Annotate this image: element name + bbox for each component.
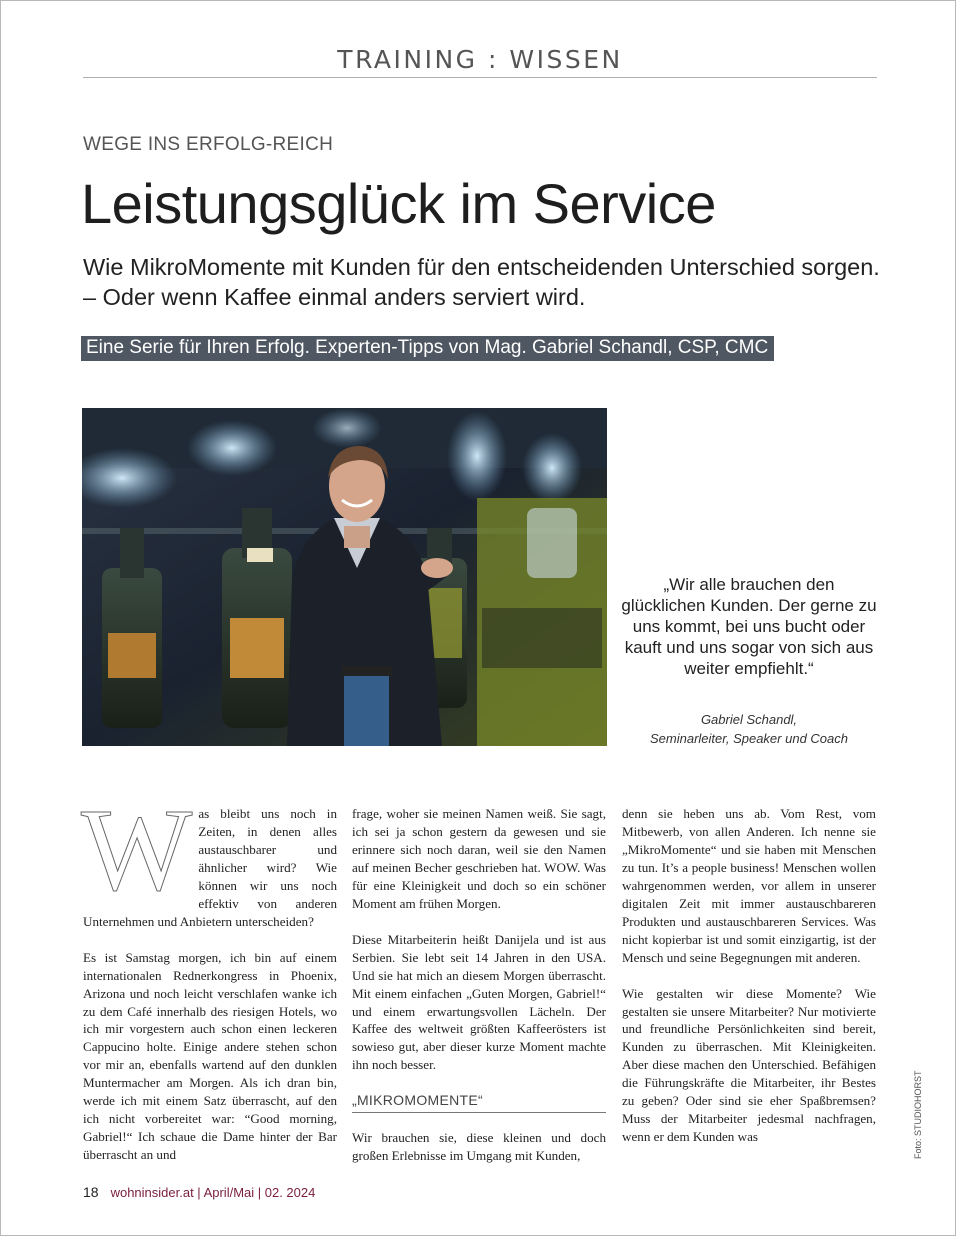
page-number: 18 — [83, 1184, 99, 1200]
article-column-2 — [352, 805, 606, 1183]
article-paragraph: frage, woher sie meinen Namen weiß. Sie sagt, ich sei ja schon gestern da gewesen und sie erinnere sich noch daran, weil sie den Namen auf meinen Becher geschrieben hat. WOW. Was für eine Kleinigkeit und doch so ein schöner Moment am frühen Morgen. — [352, 806, 606, 911]
article-column-3 — [622, 805, 876, 1164]
photo-credit-text: Foto: STUDIOHORST — [913, 1070, 923, 1159]
quote-author-name: Gabriel Schandl, — [700, 712, 798, 727]
speaker-on-stage-photo — [82, 408, 607, 746]
article-paragraph: Wie gestalten wir diese Momente? Wie gestalten sie unsere Mitarbeiter? Nur motivierte und freundliche Persönlichkeiten sind bereit, Kunden zu überraschen. Mit Kleinigkeiten. Aber diese machen den Unterschied. Befähigen die Führungskräfte die Mitarbeiter, ihr Bestes zu geben? Oder sind sie eher Spaßbremsen? Muss der Mitarbeiter jedesmal nachfragen, wenn er dem Kunden was — [622, 985, 876, 1145]
pull-quote-attribution — [621, 710, 877, 748]
series-banner: Eine Serie für Ihren Erfolg. Experten-Tipps von Mag. Gabriel Schandl, CSP, CMC — [81, 336, 774, 361]
article-paragraph: Es ist Samstag morgen, ich bin auf einem internationalen Rednerkongress in Phoenix, Arizona und noch leicht verschlafen wanke ich zu dem Café innerhalb des riesigen Hotels, wo ich mir vorgestern auch schon einen leckeren Cappucino holte. Einige andere stehen schon vor mir an, ebenfalls wartend auf den dunklen Muntermacher am Morgen. Als ich dran bin, werde ich mit einem Satz überrascht, auf den ich nicht vorbereitet war: “Good morning, Gabriel!“ Ich schaue die Dame hinter der Bar überrascht an und — [83, 949, 337, 1163]
article-column-1 — [81, 784, 337, 1182]
page-footer — [83, 1184, 315, 1200]
photo-credit — [913, 1069, 927, 1159]
article-paragraph: denn sie heben uns ab. Vom Rest, vom Mitbewerb, von allen Anderen. Ich nenne sie „MikroMomente“ und sie haben mit Menschen zu tun. It’s a people business! Menschen wollen wahrgenommen werden, vor allem in unserer digitalen Zeit mit immer austauschbareren Produkten und austauschbareren Services. Was nicht kopierbar ist und somit einzigartig, ist der Mensch und seine Begegnungen mit anderen. — [622, 806, 876, 965]
paragraph-text: as bleibt uns noch in Zeiten, in denen alles austauschbarer und ähnlicher wird? Wie können wir uns noch effektiv von anderen Unternehmen und Anbietern unterscheiden? — [83, 806, 337, 929]
article-paragraph — [81, 784, 337, 931]
drop-cap: W — [81, 784, 193, 915]
publication-info: wohninsider.at | April/Mai | 02. 2024 — [110, 1185, 316, 1200]
section-header: TRAINING : WISSEN — [337, 45, 623, 74]
section-divider — [83, 77, 877, 78]
pull-quote: „Wir alle brauchen den glücklichen Kunden. Der gerne zu uns kommt, bei uns bucht oder kauft und uns sogar von sich aus weiter empfiehlt.“ — [621, 575, 877, 678]
quote-author-role: Seminarleiter, Speaker und Coach — [649, 731, 848, 746]
article-paragraph: Diese Mitarbeiterin heißt Danijela und ist aus Serbien. Sie lebt seit 14 Jahren in den USA. Und sie hat mich an diesem Morgen überrascht. Mit einem einfachen „Guten Morgen, Gabriel!“ und einem erwartungsvollen Lächeln. Der Kaffee des weltweit größten Kaffeerösters ist sowieso gut, aber dieser kurze Moment machte ihn noch besser. — [352, 931, 606, 1073]
article-subhead: Wie MikroMomente mit Kunden für den entscheidenden Unterschied sorgen. – Oder wenn Kaffee einmal anders serviert wird. — [83, 254, 880, 310]
article-kicker: WEGE INS ERFOLG-REICH — [83, 134, 334, 155]
article-headline: Leistungsglück im Service — [81, 172, 716, 235]
article-paragraph: Wir brauchen sie, diese kleinen und doch großen Erlebnisse im Umgang mit Kunden, — [352, 1130, 606, 1164]
article-subheading: „MIKROMOMENTE“ — [352, 1092, 606, 1113]
